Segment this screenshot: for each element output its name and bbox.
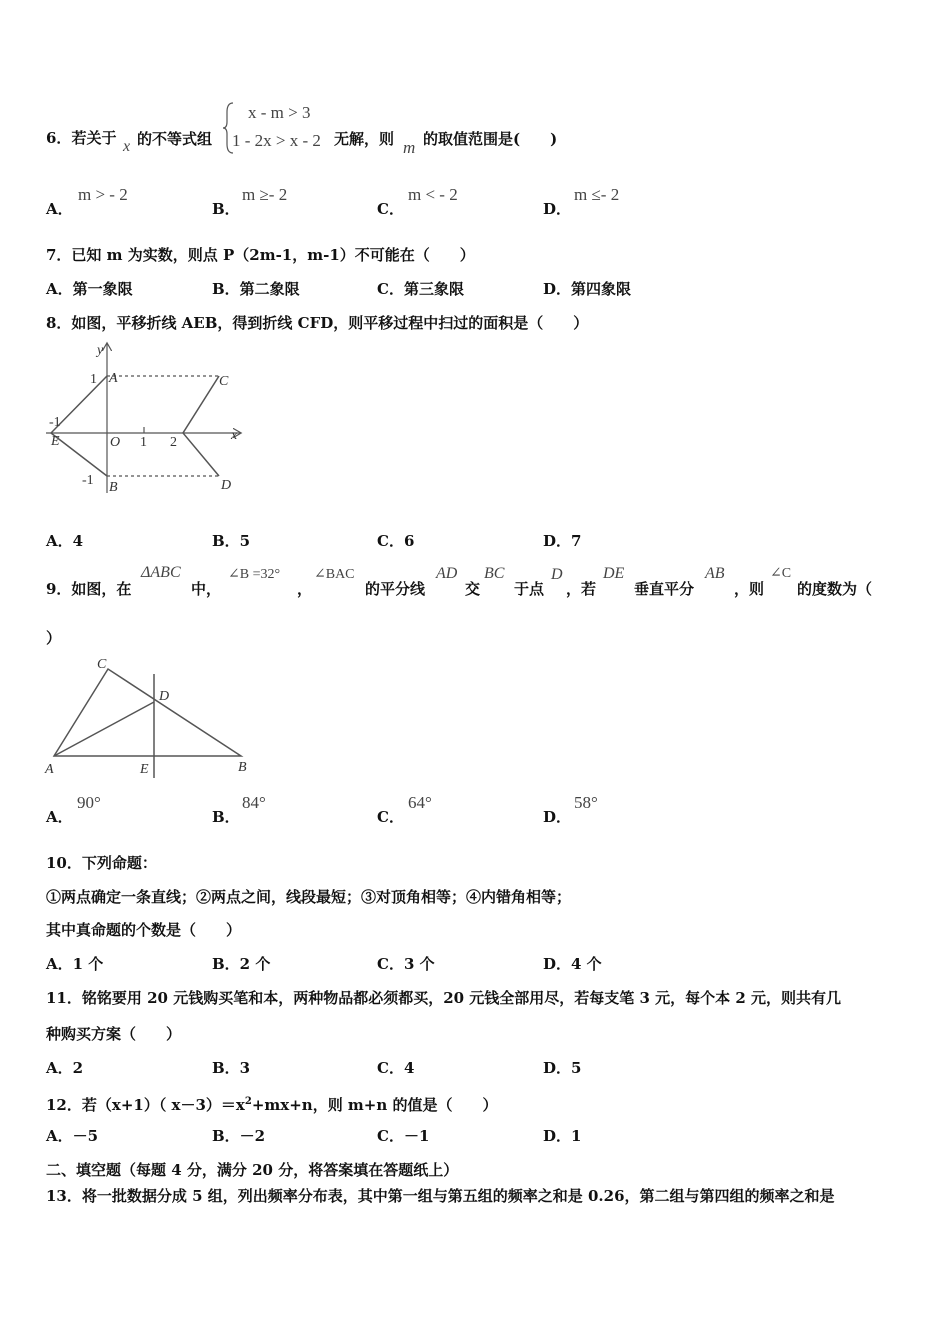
q11-option-b[interactable]: B．3: [212, 1059, 251, 1077]
q6-option-d-expr: m ≤- 2: [574, 185, 620, 204]
q6-after: 无解，则: [334, 130, 395, 148]
q8-label-c: C: [219, 374, 229, 389]
q10-option-b[interactable]: B．2 个: [212, 955, 271, 973]
q9-option-c-label[interactable]: C．: [377, 808, 404, 826]
q9-comma: ，: [297, 580, 313, 598]
q6-option-d-label[interactable]: D．: [543, 200, 572, 218]
q9-angle-b: ∠B =32°: [228, 567, 281, 582]
q9-bc: BC: [484, 565, 505, 582]
q10-ask: 其中真命题的个数是（ ）: [46, 921, 242, 939]
q11-option-c[interactable]: C．4: [377, 1059, 415, 1077]
q7-option-c[interactable]: C．第三象限: [377, 280, 464, 298]
q12-option-a[interactable]: A．－5: [46, 1127, 99, 1145]
q9-t5: ，若: [566, 580, 597, 598]
q6-prefix: 若关于: [71, 129, 117, 147]
q12-part-a: 12．若（x+1）（ x－3）＝x: [46, 1096, 245, 1114]
q10-option-c[interactable]: C．3 个: [377, 955, 435, 973]
q7-option-a[interactable]: A．第一象限: [46, 280, 133, 298]
q9-de: DE: [603, 565, 625, 582]
q9-option-b-label[interactable]: B．: [212, 808, 240, 826]
q13-stem: 13．将一批数据分成 5 组，列出频率分布表，其中第一组与第五组的频率之和是 0.26，第二组与第四组的频率之和是: [46, 1187, 835, 1205]
q8-y-label: y: [97, 343, 104, 358]
q6-mid: 的不等式组: [137, 130, 213, 148]
q9-option-c-expr: 64°: [408, 793, 432, 812]
q9-angle-c: ∠C: [770, 566, 792, 581]
q11-line2: 种购买方案（ ）: [46, 1025, 182, 1043]
q9-option-d-label[interactable]: D．: [543, 808, 572, 826]
q9-label-e: E: [140, 762, 149, 777]
q9-t3: 交: [465, 580, 481, 598]
q12-option-b[interactable]: B．－2: [212, 1127, 266, 1145]
q8-label-b: B: [109, 480, 118, 495]
q9-triangle-abc: [54, 669, 241, 756]
q8-polyline-cfd: [183, 376, 219, 476]
q6-option-c-label[interactable]: C．: [377, 200, 404, 218]
q9-label-b: B: [238, 760, 247, 775]
q8-option-b[interactable]: B．5: [212, 532, 251, 550]
q6-option-b-label[interactable]: B．: [212, 200, 240, 218]
q9-option-d-expr: 58°: [574, 793, 598, 812]
q9-triangle: ΔABC: [141, 564, 181, 581]
q10-title: 10．下列命题：: [46, 854, 157, 872]
q6-system-line1: x - m > 3: [248, 103, 311, 122]
q9-t8: 的度数为（: [797, 580, 873, 598]
q8-tick-2: 2: [170, 435, 177, 450]
q9-t2: 的平分线: [365, 580, 426, 598]
q10-option-d[interactable]: D．4 个: [543, 955, 602, 973]
q8-stem: 8．如图，平移折线 AEB，得到折线 CFD，则平移过程中扫过的面积是（ ）: [46, 314, 589, 332]
q7-option-b[interactable]: B．第二象限: [212, 280, 300, 298]
q9-ad: AD: [436, 565, 458, 582]
q9-point-d: D: [551, 566, 563, 583]
q6-option-a-label[interactable]: A．: [46, 200, 73, 218]
q9-label-c: C: [97, 657, 107, 672]
q11-option-d[interactable]: D．5: [543, 1059, 582, 1077]
q12-option-c[interactable]: C．－1: [377, 1127, 430, 1145]
q10-statements: ①两点确定一条直线；②两点之间，线段最短；③对顶角相等；④内错角相等；: [46, 888, 572, 906]
q8-figure: [44, 338, 254, 498]
q6-option-a-expr: m > - 2: [78, 185, 128, 204]
q8-option-d[interactable]: D．7: [543, 532, 582, 550]
q8-option-c[interactable]: C．6: [377, 532, 415, 550]
q9-label-a: A: [45, 762, 54, 777]
q6-var-m: m: [403, 138, 416, 157]
q11-line1: 11．铭铭要用 20 元钱购买笔和本，两种物品都必须都买，20 元钱全部用尽，若每支笔 3 元，每个本 2 元，则共有几: [46, 989, 842, 1007]
q7-stem: 7．已知 m 为实数，则点 P（2m-1，m-1）不可能在（ ）: [46, 246, 475, 264]
q9-t4: 于点: [514, 580, 545, 598]
q8-x-label: x: [231, 428, 238, 443]
q6-var-x: x: [123, 138, 131, 155]
section2-heading: 二、填空题（每题 4 分，满分 20 分，将答案填在答题纸上）: [46, 1161, 459, 1179]
q9-angle-bac: ∠BAC: [314, 567, 355, 582]
q9-segment-ad: [54, 702, 154, 756]
q9-t1: 中，: [191, 580, 222, 598]
q8-tick-1: 1: [140, 435, 147, 450]
q9-close: ）: [46, 629, 62, 647]
q9-num: 9．如图，在: [46, 580, 132, 598]
q6-stem: [46, 128, 116, 148]
q9-option-a-label[interactable]: A．: [46, 808, 73, 826]
q9-figure: [42, 652, 257, 782]
q12-sup: 2: [244, 1096, 252, 1107]
q8-label-a: A: [109, 371, 118, 386]
q12-option-d[interactable]: D．1: [543, 1127, 582, 1145]
q9-t6: 垂直平分: [634, 580, 695, 598]
q9-option-a-expr: 90°: [77, 793, 101, 812]
q8-tick-neg1: -1: [49, 415, 61, 430]
q6-system-line2: 1 - 2x > x - 2: [232, 131, 321, 150]
q8-label-d: D: [221, 478, 232, 493]
q8-origin-label: O: [110, 435, 121, 450]
q6-option-c-expr: m < - 2: [408, 185, 458, 204]
q9-label-d: D: [159, 689, 170, 704]
q8-label-e: E: [51, 434, 60, 449]
q11-option-a[interactable]: A．2: [46, 1059, 84, 1077]
q9-ab: AB: [705, 565, 725, 582]
q9-option-b-expr: 84°: [242, 793, 266, 812]
q8-tick-neg1y: -1: [82, 473, 94, 488]
q9-t7: ，则: [734, 580, 765, 598]
q6-option-b-expr: m ≥- 2: [242, 185, 288, 204]
q12-stem: [46, 1092, 498, 1115]
q10-option-a[interactable]: A．1 个: [46, 955, 104, 973]
q7-option-d[interactable]: D．第四象限: [543, 280, 632, 298]
q12-part-b: +mx+n，则 m+n 的值是（ ）: [251, 1096, 498, 1114]
q6-suffix: 的取值范围是( ): [423, 130, 558, 148]
q8-tick-1y: 1: [90, 372, 97, 387]
q6-num: 6．: [46, 129, 72, 147]
q8-option-a[interactable]: A．4: [46, 532, 84, 550]
